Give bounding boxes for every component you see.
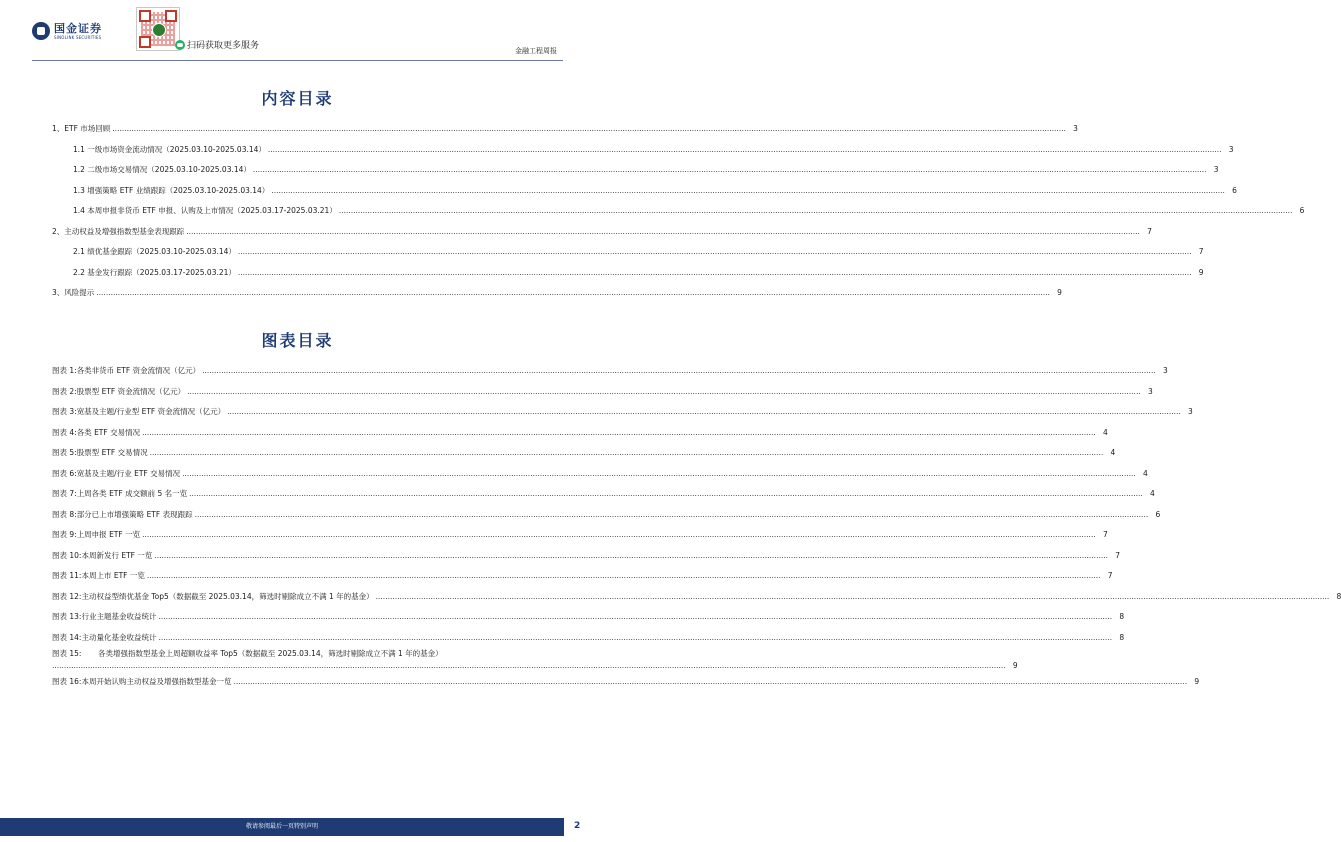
dot-leader: ................................................................................................................................................................................................................................................................................................................................................................................................................ [149, 448, 1104, 457]
figure-entry[interactable] [52, 402, 1193, 423]
figure-number: 图表 2: [52, 386, 77, 396]
page-ref: 4 [1149, 489, 1155, 498]
figure-entry-label: 各类非货币 ETF 资金流情况（亿元） [76, 366, 201, 375]
disclaimer-notice: 敬请参阅最后一页特别声明 [245, 823, 318, 830]
figure-entry-label: 股票型 ETF 资金流情况（亿元） [76, 386, 186, 396]
figure-number: 图表 14: [52, 632, 82, 642]
scan-prompt [175, 38, 259, 51]
logo-icon [32, 22, 50, 40]
toc-entry-label: 3、风险提示 [52, 288, 95, 297]
dot-leader: ................................................................................................................................................................................................................................................................................................................................................................................................................ [186, 226, 1140, 236]
page-ref: 8 [1336, 591, 1341, 601]
page-ref: 9 [1057, 288, 1062, 297]
figure-entry[interactable] [52, 464, 1148, 485]
page-ref: 7 [1102, 530, 1108, 539]
figure-number: 图表 9: [52, 530, 77, 539]
page-ref: 9 [1012, 661, 1018, 670]
wechat-icon [175, 40, 185, 50]
figure-entry[interactable] [52, 566, 1113, 587]
page-ref: 3 [1213, 165, 1219, 174]
figure-number: 图表 15: [52, 649, 82, 658]
toc-entry-label: 1.2 二级市场交易情况（2025.03.10-2025.03.14） [73, 165, 251, 174]
figure-entry[interactable] [52, 423, 1108, 444]
toc-entry-label: 1.4 本周申报非货币 ETF 申报、认购及上市情况（2025.03.17-2025.03.21） [73, 206, 337, 215]
figure-entry-label: 主动权益型绩优基金 Top5（数据截至 2025.03.14，筛选时剔除成立不满 1 年的基金） [81, 591, 374, 601]
page-ref: 6 [1232, 185, 1237, 195]
page-ref: 3 [1187, 407, 1193, 416]
toc-entry[interactable] [52, 201, 1305, 222]
dot-leader: ................................................................................................................................................................................................................................................................................................................................................................................................................ [227, 407, 1181, 416]
toc-title: 内容目录 [261, 89, 334, 108]
figure-number: 图表 4: [52, 427, 77, 437]
figure-entry[interactable] [52, 672, 1200, 693]
dot-leader: ................................................................................................................................................................................................................................................................................................................................................................................................................ [189, 489, 1143, 498]
figure-number: 图表 7: [52, 489, 77, 498]
dot-leader: ................................................................................................................................................................................................................................................................................................................................................................................................................ [375, 591, 1330, 601]
toc-entry-label: 2.1 绩优基金跟踪（2025.03.10-2025.03.14） [73, 247, 236, 256]
figure-entry[interactable] [52, 628, 1125, 649]
figure-number: 图表 11: [52, 571, 82, 580]
document-type: 金融工程周报 [515, 47, 557, 55]
figure-entry-label: 宽基及主题/行业型 ETF 资金流情况（亿元） [76, 407, 226, 416]
dot-leader: ................................................................................................................................................................................................................................................................................................................................................................................................................ [187, 386, 1141, 396]
page-ref: 8 [1119, 612, 1125, 621]
dot-leader: ................................................................................................................................................................................................................................................................................................................................................................................................................ [146, 571, 1101, 580]
figure-number: 图表 13: [52, 612, 82, 621]
dot-leader: ................................................................................................................................................................................................................................................................................................................................................................................................................ [237, 247, 1192, 256]
figure-entry-label: 上周各类 ETF 成交额前 5 名一览 [76, 489, 188, 498]
dot-leader: ................................................................................................................................................................................................................................................................................................................................................................................................................ [112, 124, 1066, 133]
figure-entry-label: 本周开始认购主动权益及增强指数型基金一览 [81, 677, 232, 686]
page-ref: 9 [1198, 267, 1204, 277]
dot-leader: ................................................................................................................................................................................................................................................................................................................................................................................................................ [182, 468, 1136, 478]
dot-leader: ................................................................................................................................................................................................................................................................................................................................................................................................................ [96, 288, 1050, 297]
figure-entry[interactable] [52, 505, 1161, 526]
dot-leader: ................................................................................................................................................................................................................................................................................................................................................................................................................ [267, 144, 1222, 154]
page-ref: 8 [1119, 632, 1125, 642]
figure-entry-label: 行业主题基金收益统计 [81, 612, 157, 621]
page-ref: 7 [1147, 226, 1152, 236]
page-header [0, 0, 595, 64]
figure-entry-label: 主动量化基金收益统计 [81, 632, 157, 642]
page-ref: 3 [1073, 124, 1078, 133]
figure-number: 图表 3: [52, 407, 77, 416]
page-ref: 6 [1299, 206, 1305, 215]
toc-entry[interactable] [52, 222, 1152, 243]
page-number: 2 [574, 821, 581, 831]
dot-leader: ................................................................................................................................................................................................................................................................................................................................................................................................................ [142, 427, 1096, 437]
figures-title: 图表目录 [261, 331, 334, 350]
figure-number: 图表 16: [52, 677, 82, 686]
toc-list [52, 119, 1305, 304]
figure-entry[interactable] [52, 648, 1018, 672]
page-ref: 7 [1107, 571, 1113, 580]
toc-entry-label: 2.2 基金发行跟踪（2025.03.17-2025.03.21） [73, 267, 236, 277]
page-footer [0, 818, 595, 842]
figure-entry-label: 各类增强指数型基金上周超额收益率 Top5（数据截至 2025.03.14，筛选时剔除成立不满 1 年的基金） [98, 649, 443, 658]
page-ref: 4 [1110, 448, 1116, 457]
dot-leader: ................................................................................................................................................................................................................................................................................................................................................................................................................ [338, 206, 1293, 215]
logo-name-en: SINOLINK SECURITIES [54, 34, 102, 40]
toc-entry-label: 1.1 一级市场资金流动情况（2025.03.10-2025.03.14） [73, 144, 266, 154]
figure-entry-label: 上周申报 ETF 一览 [76, 530, 141, 539]
figure-number: 图表 12: [52, 591, 82, 601]
figure-entry-label: 各类 ETF 交易情况 [76, 427, 141, 437]
qr-avatar-icon [152, 23, 166, 37]
scan-prompt-label: 扫码获取更多服务 [187, 41, 260, 51]
figure-number: 图表 1: [52, 366, 77, 375]
figures-list [52, 361, 1341, 693]
toc-entry-label: 2、主动权益及增强指数型基金表现跟踪 [52, 226, 185, 236]
figure-entry-label: 股票型 ETF 交易情况 [76, 448, 148, 457]
figure-entry-label: 本周上市 ETF 一览 [81, 571, 145, 580]
dot-leader: ................................................................................................................................................................................................................................................................................................................................................................................................................ [158, 632, 1113, 642]
page-ref: 3 [1147, 386, 1153, 396]
page-ref: 9 [1194, 677, 1200, 686]
figure-entry-label: 部分已上市增强策略 ETF 表现跟踪 [76, 509, 193, 519]
page-ref: 7 [1115, 550, 1120, 560]
toc-entry[interactable] [52, 181, 1237, 202]
dot-leader: ................................................................................................................................................................................................................................................................................................................................................................................................................ [233, 677, 1188, 686]
figure-number: 图表 8: [52, 509, 77, 519]
figure-number: 图表 10: [52, 550, 82, 560]
logo-name-cn: 国金证券 [54, 21, 102, 35]
toc-entry[interactable] [52, 160, 1219, 181]
figure-number: 图表 6: [52, 468, 77, 478]
dot-leader: ................................................................................................................................................................................................................................................................................................................................................................................................................ [237, 267, 1192, 277]
figure-entry[interactable] [52, 382, 1153, 403]
figure-entry[interactable] [52, 587, 1341, 608]
figure-entry-label: 宽基及主题/行业 ETF 交易情况 [76, 468, 181, 478]
figure-entry-label: 本周新发行 ETF 一览 [81, 550, 153, 560]
dot-leader: ................................................................................................................................................................................................................................................................................................................................................................................................................ [52, 661, 1006, 670]
figure-entry[interactable] [52, 443, 1116, 464]
toc-entry[interactable] [52, 263, 1204, 284]
qr-code-icon[interactable] [136, 7, 180, 51]
company-logo [32, 22, 102, 40]
dot-leader: ................................................................................................................................................................................................................................................................................................................................................................................................................ [271, 185, 1225, 195]
page-ref: 4 [1102, 427, 1108, 437]
toc-entry[interactable] [52, 283, 1062, 304]
page-ref: 3 [1162, 366, 1168, 375]
figure-number: 图表 5: [52, 448, 77, 457]
page-ref: 4 [1142, 468, 1148, 478]
page-ref: 6 [1155, 509, 1161, 519]
figure-entry[interactable] [52, 546, 1120, 567]
toc-entry[interactable] [52, 140, 1234, 161]
toc-entry[interactable] [52, 242, 1204, 263]
dot-leader: ................................................................................................................................................................................................................................................................................................................................................................................................................ [154, 550, 1108, 560]
dot-leader: ................................................................................................................................................................................................................................................................................................................................................................................................................ [194, 509, 1149, 519]
figure-entry[interactable] [52, 361, 1168, 382]
page-ref: 7 [1198, 247, 1204, 256]
dot-leader: ................................................................................................................................................................................................................................................................................................................................................................................................................ [158, 612, 1113, 621]
toc-entry-label: 1、ETF 市场回顾 [52, 124, 111, 133]
page-ref: 3 [1228, 144, 1234, 154]
header-divider [32, 60, 563, 61]
figure-entry[interactable] [52, 607, 1125, 628]
dot-leader: ................................................................................................................................................................................................................................................................................................................................................................................................................ [252, 165, 1207, 174]
figure-entry[interactable] [52, 525, 1108, 546]
dot-leader: ................................................................................................................................................................................................................................................................................................................................................................................................................ [142, 530, 1096, 539]
toc-entry[interactable] [52, 119, 1078, 140]
figure-entry[interactable] [52, 484, 1155, 505]
toc-entry-label: 1.3 增强策略 ETF 业绩跟踪（2025.03.10-2025.03.14） [73, 185, 270, 195]
dot-leader: ................................................................................................................................................................................................................................................................................................................................................................................................................ [202, 366, 1156, 375]
